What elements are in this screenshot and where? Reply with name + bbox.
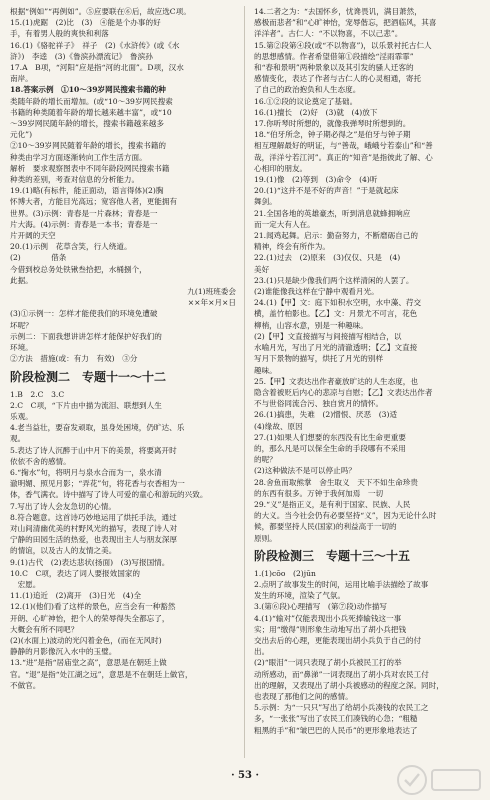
answer-line: 美好 (254, 264, 270, 274)
answer-line: 10.C C项，表达了词人要报效国家的 (10, 568, 141, 578)
answer-line: 19.(1)像 (2)等到 (3)命令 (4)听 (254, 175, 378, 185)
answer-line: (2) 借条 (10, 253, 67, 263)
answer-line: 而一定大有人在。 (254, 219, 315, 229)
left-column (10, 6, 236, 691)
answer-line: 2.C C项，“下片由中描为流泪、联想到人生 (10, 400, 162, 410)
answer-line: 乐观。 (10, 411, 33, 421)
answer-line: 舞剑。 (254, 197, 277, 207)
section-heading: 阶段检测二 专题十一～十二 (10, 369, 167, 384)
answer-line: 也表现了那他们之间的感情。 (254, 691, 353, 701)
answer-line: 手，有着男人般的爽快和利落 (10, 29, 109, 39)
answer-line: ××年×月×日 (187, 298, 236, 308)
answer-line: 23.(1)只是缺少像我们两个这样清闲的人罢了。 (254, 275, 414, 285)
answer-line: (3)①示例一：怎样才能使我们的环境免遭破 (10, 309, 158, 319)
answer-line: 25.【甲】文表达出作者豪放旷达的人生态度，也 (254, 376, 418, 386)
answer-line: 洋洋者”。古仁人：“不以物喜，不以己悲”。 (254, 29, 403, 39)
page-number: · 53 · (231, 770, 259, 781)
answer-line: 示例二：下面我想讲讲怎样才能保护好我们的 (10, 331, 162, 341)
answer-line: 开朗、心旷神怡，把个人的荣辱得失全都忘了， (10, 613, 170, 623)
answer-line: 22.(1)过去 (2)原来 (3)仅仅、只是 (4) (254, 253, 401, 263)
answer-line: 原则。 (254, 533, 277, 543)
answer-line: 1.B 2.C 3.C (10, 389, 65, 399)
answer-line: 解析 要求观察图表中不同年龄段网民搜索书籍 (10, 163, 170, 173)
answer-line: 17.A B项，“河阳”应是指“河的北面”。D项，汉水 (10, 63, 184, 73)
answer-line: 宁静的田园生活的热爱，也表现出主人与朋友深厚 (10, 535, 178, 545)
answer-line: 观。 (10, 434, 26, 444)
answer-line: 横，盖竹柏影也。【乙】文：月景尤不可言，花色 (254, 309, 418, 319)
answer-line: 6.“掬水”句，将明月与泉水合而为一，泉水清 (10, 467, 162, 477)
answer-line: (2)这种做法不是可以停止吗？ (254, 466, 356, 476)
answer-line: 种类由学习方面逐渐转向工作生活方面。 (10, 152, 147, 162)
answer-line: 19.(1)略(有标件，能正面动，语言得体)(2)胸 (10, 186, 164, 196)
answer-line: 体，香气满衣。诗中描写了诗人可爱的童心和游玩的兴致。 (10, 490, 208, 500)
answer-line: 候，都要坚持人民(国家)的利益高于一切的 (254, 522, 397, 532)
answer-line: 九(1)班班委会 (187, 287, 236, 297)
answer-line: 依依不舍的感情。 (10, 456, 71, 466)
answer-line: 27.(1)如果人们想要的东西没有比生命更重要 (254, 432, 406, 442)
answer-line: 21.全国各地的英雄豪杰，听到消息就蜂拥响应 (254, 208, 411, 218)
answer-line: 9.(1)古代 (2)表达悲状(扬面) (3)写报国情。 (10, 557, 170, 567)
answer-line: 5.示例：为“一只只”写出了给胡小兵凑钱的农民工之 (254, 703, 429, 713)
answer-line: (2)【甲】文直接描写与间接描写相结合，以 (254, 331, 402, 341)
answer-line: 24.(1)【甲】文：庭下如积水空明，水中藻、荇交 (254, 298, 422, 308)
answer-line: 怀博大者，方能目光高远；宽容他人者，更能拥有 (10, 197, 178, 207)
answer-line: 环境。 (10, 343, 33, 353)
answer-line: 浒》) 李逵 (3)《鲁滨孙漂流记》 鲁滨孙 (10, 51, 153, 61)
answer-line: 17.你听琴时所想的，就像我弹琴时所想到的。 (254, 119, 411, 129)
answer-line: 感极而悲者”和“心旷神怡，宠辱偕忘，把酒临风，其喜 (254, 18, 437, 28)
answer-line: 14.二者之为：“去国怀乡，忧谗畏讥，满目萧然， (254, 7, 422, 16)
answer-line: 21.闻鸡起舞。启示：勤奋努力，不断磨砺自己的 (254, 231, 418, 241)
column-divider (244, 6, 245, 758)
answer-line: 的东西有很多。万钟于我何加焉 一切 (254, 488, 384, 498)
answer-line: 宏愿。 (10, 579, 41, 589)
answer-line: 交出去后的心理，更能表现出胡小兵负于自己的付 (254, 635, 422, 645)
answer-line: 多，“一张张”写出了农民工们凑钱的心急；“粗糙 (254, 714, 418, 724)
answer-line: 20.(1)示例 花草含笑，行人绕道。 (10, 242, 132, 252)
answer-line: (2)(水面上)波动的光闪着金色，(而在无风时) (10, 635, 162, 645)
answer-line: 感情变化，表达了作者与古仁人的心灵相通，寄托 (254, 74, 422, 84)
answer-line: 此据。 (10, 275, 33, 285)
answer-line: 29.“义”是指正义，是有利于国家、民族、人民 (254, 499, 411, 509)
answer-line: 动所感动，而“鼻涕”一词表现出了胡小兵对农民工付 (254, 669, 429, 679)
answer-line: ②10～39岁网民随着年龄的增长，搜索书籍的 (10, 141, 167, 151)
answer-line: 12.(1)(他们)看了这样的景色，应当会有一种豁然 (10, 602, 176, 612)
answer-line: 16.①②段的议论奠定了基础。 (254, 96, 358, 106)
right-column (254, 6, 480, 736)
answer-line: 元化”) (10, 130, 33, 140)
watermark-stamp-icon (394, 762, 484, 798)
answer-line: 官。“退”是指“处江湖之远”，意思是不在朝廷上做官， (10, 669, 193, 679)
answer-line: 4.老当益壮，要奋发顽取，虽身处困境，仍旷达、乐 (10, 423, 185, 433)
answer-line: 出。 (254, 647, 270, 657)
answer-line: 18.“伯牙所念，钟子期必得之”是伯牙与钟子期 (254, 130, 411, 140)
answer-line: 今借到校总务处铁锹叁拾把，水桶捌个， (10, 264, 147, 274)
answer-line: 18.答案示例 ①10～39岁网民搜索书籍的种 (10, 85, 166, 95)
answer-line: 26.(1)搞患，失难 (2)憎恨、厌恶 (3)适 (254, 410, 398, 420)
answer-line: ②方法 措施(或：有力 有效) ③分 (10, 354, 138, 364)
answer-line: (2)“眼泪”一词只表现了胡小兵被民工打的举 (254, 658, 402, 668)
answer-line: 的大义。当今社会仍有必要坚持“义”，因为无论什么时 (254, 511, 437, 521)
answer-line: (2)谁能像我这样在宁静中观看月光。 (254, 287, 379, 297)
answer-line: 粗黑的手”和“皱巴巴的人民币”的更形象地表达了 (254, 725, 418, 735)
answer-line: 片开阔的天空 (10, 231, 56, 241)
answer-line: 和“春和景明”两种景象以及其引发的骚人迁客的 (254, 63, 414, 73)
answer-line: 不与世俗同流合污、独自赏月的情怀。 (254, 399, 384, 409)
answer-line: 水喻月光，写出了月光的清澈透明；【乙】文直接 (254, 343, 418, 353)
answer-line: 5.表达了诗人沉醉于山中月下的美景，将要离开时 (10, 445, 177, 455)
answer-line: 7.写出了诗人会友急切的心情。 (10, 501, 116, 511)
section-heading: 阶段检测三 专题十三～十五 (254, 548, 411, 563)
answer-line: 8.符合题意。这首诗巧妙地运用了烘托手法，通过 (10, 512, 177, 522)
answer-line: 11.(1)追近 (2)离开 (3)日光 (4)全 (10, 591, 142, 601)
answer-line: 3.(第⑥段)心理描写 (第⑦段)动作描写 (254, 602, 388, 612)
answer-line: 静静的月影像沉入水中的玉璧。 (10, 647, 117, 657)
answer-line: 心相印的朋友。 (254, 163, 308, 173)
answer-line: 的，那么凡是可以保全生命的手段哪有不采用 (254, 443, 406, 453)
answer-line: 大概会有所不同吧？ (10, 624, 79, 634)
answer-line: 20.(1)“这并不是不好的声音！”于是就起床 (254, 186, 399, 196)
answer-line: 1.(1)cōo (2)jūn (254, 568, 316, 578)
answer-line: 写月下景物的描写，烘托了月光的别样 (254, 354, 384, 364)
answer-line: 书籍的种类随着年龄的增长越来越丰富”，或“10 (10, 107, 172, 117)
answer-line: 种类的差别，考查对信息的分析能力。 (10, 175, 140, 185)
answer-line: 16.(1)《骆驼祥子》 祥子 (2)《水浒传》(或《水 (10, 40, 180, 50)
answer-line: 15.(1)虎踞 (2)比 (3) ④能是个办事的好 (10, 18, 161, 28)
answer-line: 相互理解最好的明证，与“善哉，峨峨兮若泰山”和“善 (254, 141, 433, 151)
answer-line: 发生的环境，渲染了气氛。 (254, 591, 346, 601)
answer-line: 4.(1)“输对”仅能表现出小兵死捧输钱这一事 (254, 613, 402, 623)
answer-line: 哉，洋洋兮若江河”。真正的“知音”是指彼此了解、心 (254, 152, 433, 162)
answer-line: 柳梢，山容水意，别是一种趣味。 (254, 320, 368, 330)
answer-line: 不做官。 (10, 680, 41, 690)
answer-line: 出的理解，又表现出了胡小兵被感动的程度之深。同时， (254, 680, 444, 690)
answer-line: 趣味。 (254, 365, 277, 375)
answer-line: 了自己的政治抱负和人生态度。 (254, 85, 361, 95)
answer-line: 南岸。 (10, 74, 33, 84)
answer-line: 对山间清幽优美的村野风光的描写，表现了诗人对 (10, 523, 178, 533)
answer-line: 实；用“缴得”则形象生动地写出了胡小兵把钱 (254, 624, 407, 634)
answer-line: 隐含着被贬后内心的悲凉与自慰；【乙】文表达出作者 (254, 387, 433, 397)
answer-line: 精神，终会有所作为。 (254, 242, 330, 252)
answer-line: 坏呢？ (10, 320, 33, 330)
answer-line: ～39岁网民随年龄的增长，搜索书籍越来越多 (10, 119, 164, 129)
answer-line: 片大海。(4)示例：青春是一本书；青春是一 (10, 219, 158, 229)
answer-line: 的思想感情。作者希望借第①段描绘“淫雨霏霏” (254, 51, 414, 61)
answer-line: 16.(1)擅长 (2)好 (3)就 (4)放下 (254, 107, 378, 117)
answer-line: 的呢？ (254, 455, 277, 465)
answer-line: 13.“进”是指“居庙堂之高”，意思是在朝廷上做 (10, 658, 167, 668)
answer-line: (4)缘故、原因 (254, 421, 303, 431)
answer-line: 类随年龄的增长而增加。(或“10～39岁网民搜索 (10, 96, 173, 106)
answer-line: 澈明媚、照见月影；“弄花”句，将花香与衣香相为一 (10, 479, 185, 489)
answer-line: 世界。(3)示例：青春是一片森林；青春是一 (10, 208, 158, 218)
answer-line: 2.点明了故事发生的时间，运用比喻手法描绘了故事 (254, 579, 429, 589)
answer-line: 的情谊，以及古人的友情之美。 (10, 546, 117, 556)
answer-line: 28.舍鱼而取熊掌 舍生取义 天下不如生命珍贵 (254, 477, 418, 487)
answer-line: 根据“例如”“再例如”。⑤应要联在⑥后，故应选C项。 (10, 7, 191, 16)
answer-line: 15.第②段第④段(或“不以物喜”)，以乐景衬托古仁人 (254, 40, 432, 50)
